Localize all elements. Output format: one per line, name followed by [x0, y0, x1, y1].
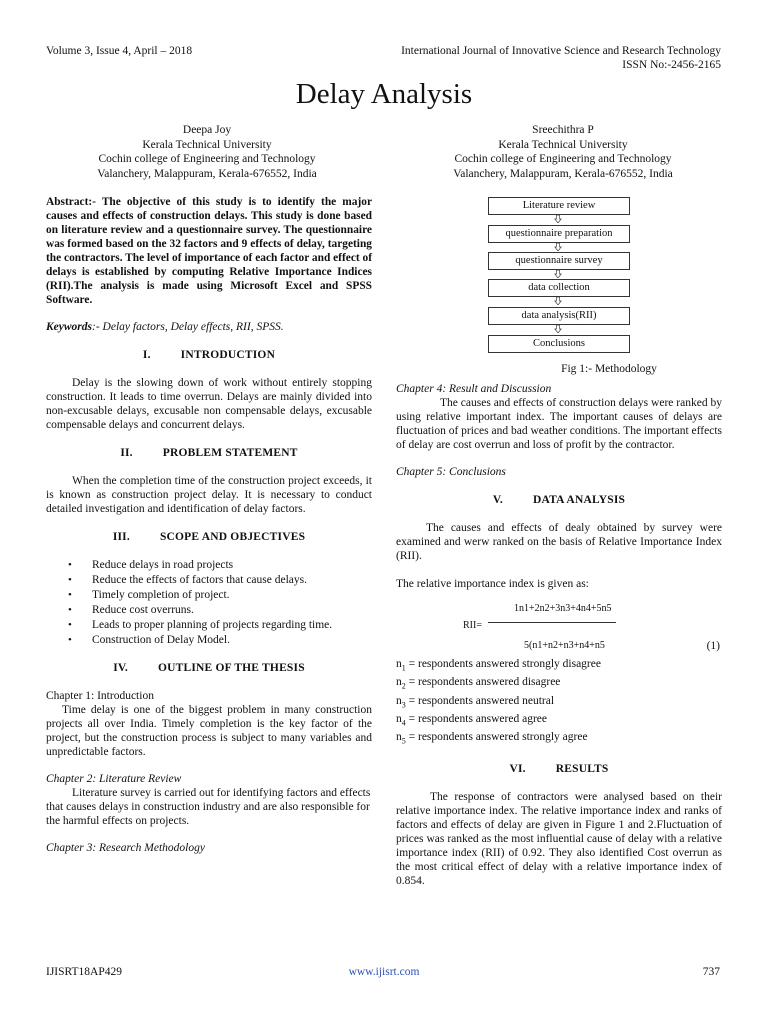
fraction-bar — [488, 622, 616, 623]
chapter-4-title: Chapter 4: Result and Discussion — [396, 383, 552, 395]
list-item: • Leads to proper planning of projects regarding time. — [46, 618, 372, 633]
definition-n2: $n_2$ = respondents answered disagree — [396, 676, 561, 691]
list-item: • Construction of Delay Model. — [46, 633, 372, 648]
section-heading-problem-statement: II. PROBLEM STATEMENT — [120, 447, 298, 459]
flow-arrow-icon — [553, 243, 563, 251]
definition-n5: $n_5$ = respondents answered strongly agree — [396, 731, 588, 746]
chapter-3-title: Chapter 3: Research Methodology — [46, 842, 205, 854]
author-university: Kerala Technical University — [498, 138, 628, 151]
chapter-1-text: Time delay is one of the biggest problem in many construction projects all over India. Timely completion is the key factor of the project, but the construction process is subject to many variables and unpredictable factors. — [46, 704, 372, 758]
flow-arrow-icon — [553, 325, 563, 333]
introduction-text: Delay is the slowing down of work without entirely stopping construction. It leads to time overrun. Delays are mainly divided into non-excusable delays, excusable non compensable delays, excusable compensable delays and concurrent delays. — [46, 377, 372, 431]
flow-arrow-icon — [553, 215, 563, 223]
section-heading-data-analysis: V. DATA ANALYSIS — [492, 494, 626, 506]
section-heading-results: VI. RESULTS — [509, 763, 609, 776]
journal-volume: Volume 3, Issue 4, April – 2018 — [46, 45, 193, 57]
chapter-1-title: Chapter 1: Introduction — [46, 690, 154, 702]
left-column — [46, 195, 372, 855]
list-item: • Reduce cost overruns. — [46, 603, 372, 618]
journal-issn: ISSN No:-2456-2165 — [622, 59, 721, 71]
definition-n1: $n_1$ = respondents answered strongly disagree — [396, 658, 601, 673]
chapter-2-text: Literature survey is carried out for identifying factors and effects that causes delays in construction industry and are also responsible for the harmful effects on projects. — [46, 787, 371, 827]
problem-statement-text: When the completion time of the construction project exceeds, it is known as construction project delay. It is necessary to conduct detailed investigation and identification of delay factors. — [46, 475, 372, 515]
flow-step-literature-review: Literature review — [488, 197, 630, 215]
abstract: Abstract:- The objective of this study is to identify the major causes and effects of construction delays. This study is done based on literature review and a questionnaire survey. The questionnaire was formed based on the 32 factors and 9 effects of delay, targeting the contractors. The level of importance of each factor and effect of delays is established by computing Relative Importance Indices (RII).The analysis is made using Microsoft Excel and SPSS Software. — [46, 196, 373, 306]
author-block-1 — [46, 123, 368, 181]
keywords — [46, 320, 372, 334]
author-college: Cochin college of Engineering and Technology — [454, 153, 672, 165]
definition-n4: $n_4$ = respondents answered agree — [396, 712, 547, 728]
flow-arrow-icon — [553, 297, 563, 305]
author-college: Cochin college of Engineering and Technology — [98, 153, 316, 165]
right-column — [396, 362, 722, 888]
author-name: Deepa Joy — [182, 124, 232, 136]
chapter-5-title: Chapter 5: Conclusions — [396, 466, 506, 478]
results-text: The response of contractors were analysed based on their relative importance index. The relative importance index and ranks of factors and effects of delay are given in Figure 1 and 2.Fluctuation of prices was ranked as the most influential cause of delay with a relative importance index (RII) of 0.92. They also identified Cost overrun as the most critical effect of delay with a relative importance index of 0.854. — [396, 791, 722, 888]
definition-n3: $n_3$ = respondents answered neutral — [396, 694, 555, 709]
flow-step-data-collection: data collection — [488, 279, 630, 297]
list-item: • Reduce the effects of factors that cause delays. — [46, 573, 372, 588]
formula-denominator: 5(n1+n2+n3+n4+n5 — [524, 640, 605, 651]
flow-step-data-analysis: data analysis(RII) — [488, 307, 630, 325]
author-address: Valanchery, Malappuram, Kerala-676552, India — [453, 167, 673, 180]
flow-arrow-icon — [553, 270, 563, 278]
author-address: Valanchery, Malappuram, Kerala-676552, India — [97, 167, 317, 180]
rii-formula — [396, 599, 722, 655]
figure-caption: Fig 1:- Methodology — [561, 363, 657, 375]
equation-number: (1) — [706, 640, 720, 652]
footer-paper-id: IJISRT18AP429 — [46, 966, 122, 978]
list-item: • Reduce delays in road projects — [46, 558, 372, 573]
section-heading-outline: IV. OUTLINE OF THE THESIS — [113, 662, 305, 674]
formula-lhs: RII= — [463, 620, 482, 631]
flow-step-questionnaire-survey: questionnaire survey — [488, 252, 630, 270]
footer-page-number: 737 — [702, 966, 720, 978]
section-heading-scope: III. SCOPE AND OBJECTIVES — [112, 531, 306, 543]
formula-numerator: 1n1+2n2+3n3+4n4+5n5 — [514, 603, 612, 614]
formula-intro: The relative importance index is given as: — [396, 578, 589, 590]
author-block-2 — [405, 123, 721, 181]
chapter-4-text: The causes and effects of construction delays were ranked by using relative important index. The important causes of delays are fluctuation of prices and bad weather conditions. The important effects of delay are cost overrun and loss of profit by the contractor. — [396, 397, 722, 451]
objectives-list — [46, 558, 372, 648]
keywords-label: Keywords — [46, 321, 92, 333]
variable-definitions — [396, 657, 722, 748]
section-heading-introduction: I. INTRODUCTION — [142, 349, 276, 361]
flow-step-questionnaire-preparation: questionnaire preparation — [488, 225, 630, 243]
author-name: Sreechithra P — [532, 124, 594, 136]
data-analysis-text: The causes and effects of dealy obtained by survey were examined and werw ranked on the basis of Relative Importance Index (RII). — [396, 522, 722, 562]
list-item: • Timely completion of project. — [46, 588, 372, 603]
journal-name — [401, 44, 721, 72]
flow-step-conclusions: Conclusions — [488, 335, 630, 353]
chapter-2-title: Chapter 2: Literature Review — [46, 773, 182, 785]
keywords-text: :- Delay factors, Delay effects, RII, SPSS. — [92, 321, 284, 333]
journal-title: International Journal of Innovative Science and Research Technology — [401, 45, 721, 57]
footer-website-link[interactable]: www.ijisrt.com — [348, 966, 420, 978]
paper-title: Delay Analysis — [295, 78, 473, 110]
author-university: Kerala Technical University — [142, 138, 272, 151]
